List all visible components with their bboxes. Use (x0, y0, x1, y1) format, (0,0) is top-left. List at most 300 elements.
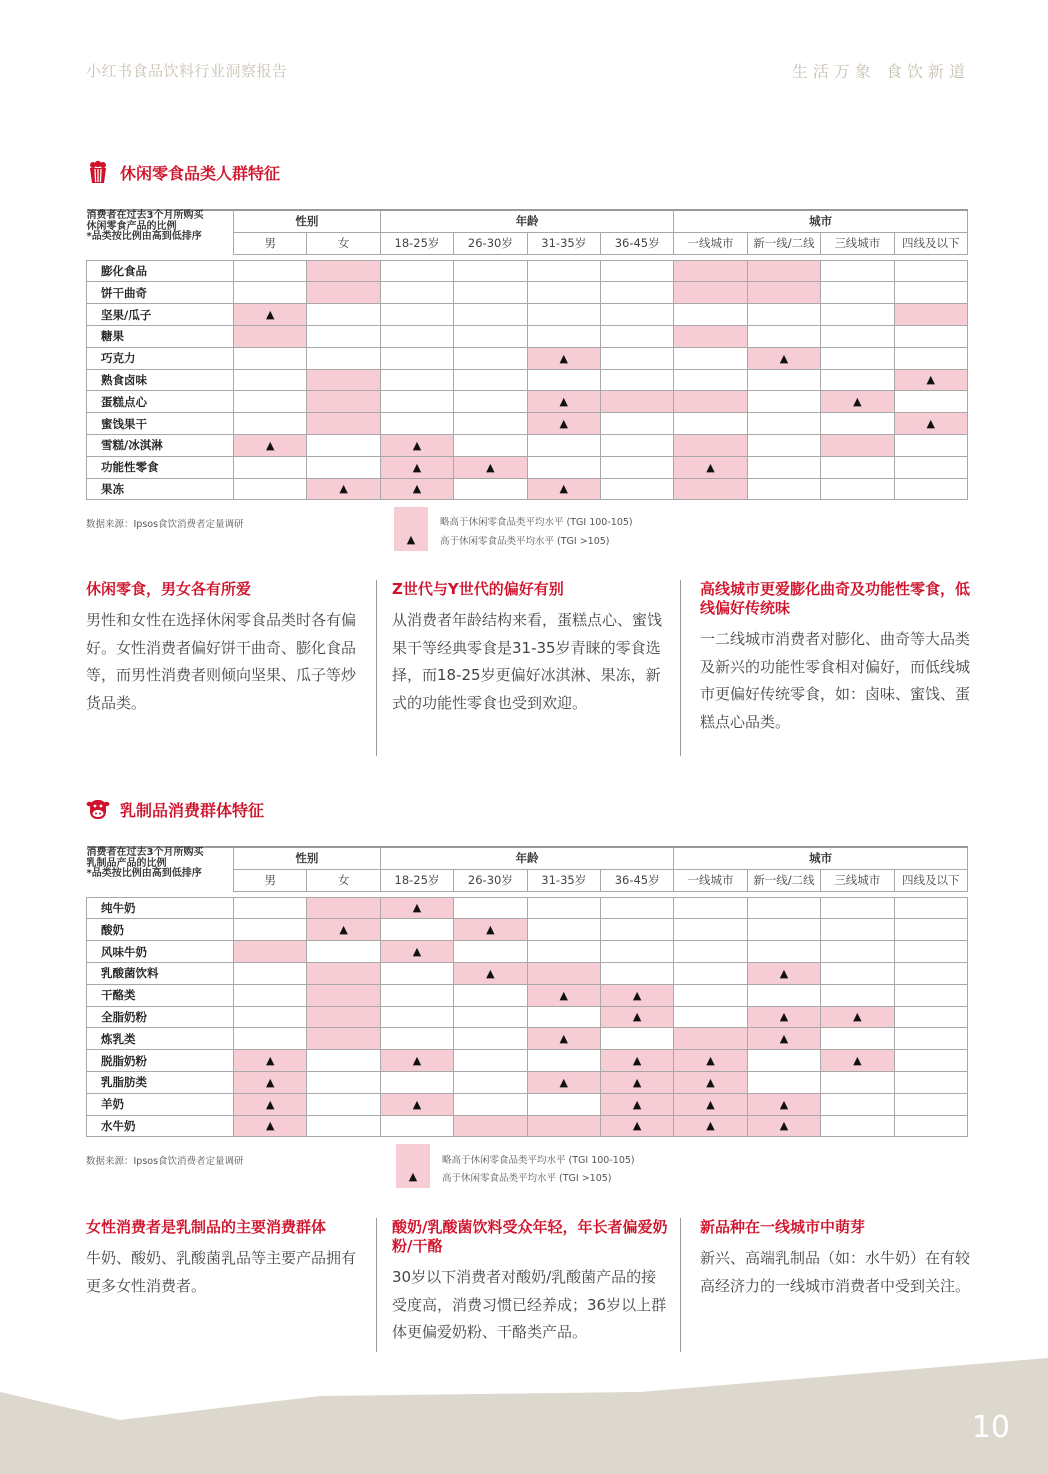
legend-pink-label: 略高于休闲零食品类平均水平 (TGI 100-105) (440, 517, 633, 528)
cell (527, 260, 600, 282)
legend-pink-swatch (396, 1144, 430, 1166)
column-header: 18-25岁 (380, 232, 453, 254)
cell-above: ▲ (307, 919, 380, 941)
table-row (87, 282, 968, 304)
cell (527, 325, 600, 347)
cell (894, 260, 967, 282)
cell (527, 1050, 600, 1072)
cell (674, 369, 747, 391)
cell (747, 434, 820, 456)
cell (894, 984, 967, 1006)
cell-slightly-above (821, 434, 894, 456)
cell-above: ▲ (380, 434, 453, 456)
cell-above: ▲ (234, 304, 307, 326)
col-body: 30岁以下消费者对酸奶/乳酸菌产品的接受度高，消费习惯已经养成；36岁以上群体更偏爱奶粉、干酪类产品。 (392, 1268, 667, 1341)
cell (234, 1006, 307, 1028)
cell (454, 304, 527, 326)
cell (894, 1093, 967, 1115)
cell (600, 304, 673, 326)
cell (527, 1093, 600, 1115)
column-header: 26-30岁 (454, 232, 527, 254)
column-header: 36-45岁 (600, 232, 673, 254)
row-label: 雪糕/冰淇淋 (87, 434, 234, 456)
cell-above: ▲ (600, 1071, 673, 1093)
cell-above: ▲ (234, 1115, 307, 1137)
cell-slightly-above (674, 260, 747, 282)
cell (527, 434, 600, 456)
column-header: 女 (307, 869, 380, 891)
cell (454, 282, 527, 304)
cell (747, 941, 820, 963)
column-header: 一线城市 (674, 869, 747, 891)
section2-title: 乳制品消费群体特征 (120, 800, 265, 820)
table-row (87, 325, 968, 347)
cell (600, 962, 673, 984)
cell (380, 391, 453, 413)
cell (454, 1050, 527, 1072)
cell (821, 919, 894, 941)
row-label: 纯牛奶 (87, 897, 234, 919)
cell-above: ▲ (674, 1071, 747, 1093)
cow-icon (86, 797, 110, 821)
cell (380, 347, 453, 369)
cell-above: ▲ (674, 456, 747, 478)
group-header-city: 城市 (674, 210, 968, 232)
cell (674, 347, 747, 369)
table-row (87, 434, 968, 456)
cell-slightly-above (747, 282, 820, 304)
cell-slightly-above (674, 1028, 747, 1050)
legend-pink-swatch (394, 507, 428, 529)
row-label: 水牛奶 (87, 1115, 234, 1137)
cell-above: ▲ (527, 1071, 600, 1093)
cell (821, 897, 894, 919)
cell (747, 897, 820, 919)
row-label: 熟食卤味 (87, 369, 234, 391)
cell (821, 984, 894, 1006)
table-row (87, 413, 968, 435)
cell (454, 941, 527, 963)
cell (380, 1071, 453, 1093)
column-header: 36-45岁 (600, 869, 673, 891)
column-header: 四线及以下 (894, 869, 967, 891)
cell-above: ▲ (894, 369, 967, 391)
cell (894, 941, 967, 963)
cell-above: ▲ (380, 1093, 453, 1115)
corner-line: 消费者在过去3个月所购买 (86, 210, 204, 221)
column-header: 26-30岁 (454, 869, 527, 891)
table-row (87, 1093, 968, 1115)
group-header-gender: 性别 (234, 847, 381, 869)
cell (600, 413, 673, 435)
cell (454, 1006, 527, 1028)
row-label: 风味牛奶 (87, 941, 234, 963)
table-row (87, 1115, 968, 1137)
table-row (87, 962, 968, 984)
cell (600, 282, 673, 304)
cell (234, 1028, 307, 1050)
column-header: 三线城市 (821, 869, 894, 891)
cell-above: ▲ (821, 391, 894, 413)
cell-slightly-above (674, 282, 747, 304)
cell-above: ▲ (600, 1050, 673, 1072)
col-title: Z世代与Y世代的偏好有别 (392, 580, 564, 598)
cell (234, 391, 307, 413)
cell (747, 369, 820, 391)
cell (894, 919, 967, 941)
cell (380, 1028, 453, 1050)
cell (747, 456, 820, 478)
cell (821, 1028, 894, 1050)
cell (600, 897, 673, 919)
cell (527, 919, 600, 941)
cell-slightly-above (747, 260, 820, 282)
divider (680, 1218, 681, 1352)
corner-line: 乳制品产品的比例 (86, 857, 167, 869)
cell (307, 941, 380, 963)
cell (821, 347, 894, 369)
cell-above: ▲ (527, 984, 600, 1006)
table-row (87, 1028, 968, 1050)
cell (454, 1028, 527, 1050)
cell (674, 304, 747, 326)
cell (454, 434, 527, 456)
cell (380, 282, 453, 304)
cell (674, 941, 747, 963)
cell (234, 369, 307, 391)
cell (894, 282, 967, 304)
cell (821, 282, 894, 304)
cell (234, 962, 307, 984)
cell (380, 260, 453, 282)
cell (674, 962, 747, 984)
cell (821, 941, 894, 963)
cell (234, 984, 307, 1006)
cell (454, 897, 527, 919)
cell-above: ▲ (234, 1071, 307, 1093)
cell (234, 897, 307, 919)
cell-slightly-above (307, 1028, 380, 1050)
divider (376, 580, 377, 756)
cell (747, 1050, 820, 1072)
section2-col-city (700, 1218, 972, 1300)
report-slogan: 生活万象 食饮新道 (791, 62, 970, 81)
table-row (87, 919, 968, 941)
cell (821, 325, 894, 347)
group-header-age: 年龄 (380, 847, 674, 869)
cell-above: ▲ (747, 347, 820, 369)
section1-source: 数据来源：Ipsos食饮消费者定量调研 (86, 519, 244, 530)
cell-above: ▲ (527, 478, 600, 500)
cell (894, 1006, 967, 1028)
cell (380, 304, 453, 326)
cell-above: ▲ (380, 1050, 453, 1072)
cell (600, 1028, 673, 1050)
cell-slightly-above (307, 369, 380, 391)
cell-slightly-above (674, 391, 747, 413)
cell (527, 282, 600, 304)
section2-col-gender (86, 1218, 368, 1300)
cell (307, 434, 380, 456)
col-body: 新兴、高端乳制品（如：水牛奶）在有较高经济力的一线城市消费者中受到关注。 (700, 1249, 971, 1295)
cell-slightly-above (307, 897, 380, 919)
cell-above: ▲ (894, 413, 967, 435)
cell (600, 369, 673, 391)
cell-slightly-above (307, 1006, 380, 1028)
cell-slightly-above (234, 941, 307, 963)
col-body: 一二线城市消费者对膨化、曲奇等大品类及新兴的功能性零食相对偏好，而低线城市更偏好传统零食，如：卤味、蜜饯、蛋糕点心品类。 (700, 630, 971, 731)
col-title: 女性消费者是乳制品的主要消费群体 (86, 1218, 327, 1236)
row-label: 饼干曲奇 (87, 282, 234, 304)
cell-slightly-above (674, 478, 747, 500)
cell-above: ▲ (747, 1006, 820, 1028)
cell-above: ▲ (527, 413, 600, 435)
cell (821, 962, 894, 984)
col-body: 牛奶、酸奶、乳酸菌乳品等主要产品拥有更多女性消费者。 (86, 1249, 357, 1295)
snack-table (86, 209, 968, 500)
cell (747, 984, 820, 1006)
row-label: 干酪类 (87, 984, 234, 1006)
cell (600, 260, 673, 282)
cell-above: ▲ (527, 1028, 600, 1050)
legend-triangle-label: 高于休闲零食品类平均水平 (TGI >105) (440, 536, 610, 547)
section1-col-city (700, 580, 972, 736)
cell (600, 478, 673, 500)
cell (380, 919, 453, 941)
cell-slightly-above (527, 962, 600, 984)
cell (380, 962, 453, 984)
footer-band (0, 1358, 1048, 1474)
row-label: 炼乳类 (87, 1028, 234, 1050)
cell (747, 304, 820, 326)
cell (454, 391, 527, 413)
cell-above: ▲ (454, 962, 527, 984)
table-row (87, 456, 968, 478)
col-title: 休闲零食，男女各有所爱 (86, 580, 252, 598)
cell-slightly-above (894, 304, 967, 326)
cell (600, 919, 673, 941)
cell-slightly-above (454, 1115, 527, 1137)
col-body: 男性和女性在选择休闲零食品类时各有偏好。女性消费者偏好饼干曲奇、膨化食品等，而男性消费者则倾向坚果、瓜子等炒货品类。 (86, 611, 357, 712)
col-title: 高线城市更爱膨化曲奇及功能性零食，低线偏好传统味 (700, 580, 971, 617)
cell (747, 478, 820, 500)
table-row (87, 1071, 968, 1093)
section2-col-age (392, 1218, 668, 1347)
row-label: 酸奶 (87, 919, 234, 941)
cell (600, 434, 673, 456)
report-title: 小红书食品饮料行业洞察报告 (86, 62, 288, 80)
cell (747, 919, 820, 941)
cell-above: ▲ (747, 962, 820, 984)
cell-slightly-above (307, 260, 380, 282)
cell (600, 456, 673, 478)
cell (674, 1006, 747, 1028)
divider (680, 580, 681, 756)
cell (821, 413, 894, 435)
cell (380, 1115, 453, 1137)
cell (821, 456, 894, 478)
cell-above: ▲ (454, 919, 527, 941)
cell (894, 325, 967, 347)
cell-above: ▲ (380, 941, 453, 963)
cell (454, 347, 527, 369)
cell (527, 897, 600, 919)
cell (234, 456, 307, 478)
column-header: 三线城市 (821, 232, 894, 254)
table-row (87, 984, 968, 1006)
row-label: 脱脂奶粉 (87, 1050, 234, 1072)
corner-line: 消费者在过去3个月所购买 (86, 847, 204, 858)
cell-above: ▲ (600, 1006, 673, 1028)
cell (821, 304, 894, 326)
cell (747, 325, 820, 347)
cell (894, 434, 967, 456)
cell (674, 897, 747, 919)
cell-above: ▲ (234, 1093, 307, 1115)
column-header: 男 (234, 232, 307, 254)
cell (894, 897, 967, 919)
table-corner-note (87, 847, 234, 891)
cell (894, 1028, 967, 1050)
cell-above: ▲ (527, 391, 600, 413)
group-header-gender: 性别 (234, 210, 381, 232)
cell (454, 325, 527, 347)
cell-slightly-above (674, 325, 747, 347)
cell (454, 1093, 527, 1115)
row-label: 乳脂肪类 (87, 1071, 234, 1093)
cell (454, 413, 527, 435)
cell-above: ▲ (454, 456, 527, 478)
column-header: 18-25岁 (380, 869, 453, 891)
cell (234, 413, 307, 435)
cell-above: ▲ (674, 1093, 747, 1115)
cell (454, 984, 527, 1006)
cell-above: ▲ (380, 897, 453, 919)
col-title: 新品种在一线城市中萌芽 (700, 1218, 866, 1236)
cell (527, 369, 600, 391)
cell (527, 304, 600, 326)
cell (747, 413, 820, 435)
legend-triangle-label: 高于休闲零食品类平均水平 (TGI >105) (442, 1173, 612, 1184)
cell-above: ▲ (747, 1028, 820, 1050)
cell (234, 478, 307, 500)
cell (894, 391, 967, 413)
cell-above: ▲ (600, 1093, 673, 1115)
section1-heading (86, 160, 280, 184)
cell-slightly-above (307, 391, 380, 413)
group-header-city: 城市 (674, 847, 968, 869)
page-number: 10 (971, 1410, 1010, 1445)
cell (674, 413, 747, 435)
cell (380, 1006, 453, 1028)
cell-slightly-above (674, 434, 747, 456)
column-header: 31-35岁 (527, 232, 600, 254)
row-label: 果冻 (87, 478, 234, 500)
cell (674, 919, 747, 941)
cell (527, 1006, 600, 1028)
cell (234, 347, 307, 369)
cell (600, 347, 673, 369)
row-label: 全脂奶粉 (87, 1006, 234, 1028)
cell-above: ▲ (600, 1115, 673, 1137)
cell (821, 260, 894, 282)
cell (894, 962, 967, 984)
column-header: 31-35岁 (527, 869, 600, 891)
cell-slightly-above (307, 984, 380, 1006)
section1-col-age (392, 580, 668, 717)
cell (821, 1115, 894, 1137)
row-label: 坚果/瓜子 (87, 304, 234, 326)
column-header: 新一线/二线 (747, 869, 820, 891)
cell (821, 1093, 894, 1115)
cell-above: ▲ (747, 1115, 820, 1137)
cell (894, 1050, 967, 1072)
cell (380, 325, 453, 347)
cell (234, 282, 307, 304)
cell-slightly-above (234, 325, 307, 347)
cell (454, 478, 527, 500)
cell (674, 984, 747, 1006)
table-row (87, 478, 968, 500)
cell-above: ▲ (527, 347, 600, 369)
cell (894, 347, 967, 369)
section1-col-gender (86, 580, 368, 717)
cell (894, 1115, 967, 1137)
cell (307, 325, 380, 347)
cell (307, 304, 380, 326)
cell-above: ▲ (234, 434, 307, 456)
cell (821, 478, 894, 500)
cell-above: ▲ (600, 984, 673, 1006)
row-label: 蛋糕点心 (87, 391, 234, 413)
column-header: 新一线/二线 (747, 232, 820, 254)
cell (894, 478, 967, 500)
row-label: 羊奶 (87, 1093, 234, 1115)
corner-line: *品类按比例由高到低排序 (86, 868, 202, 879)
cell-above: ▲ (380, 456, 453, 478)
table-row (87, 260, 968, 282)
cell-slightly-above (527, 1115, 600, 1137)
cell-slightly-above (307, 282, 380, 304)
cell-above: ▲ (307, 478, 380, 500)
cell (821, 369, 894, 391)
row-label: 膨化食品 (87, 260, 234, 282)
cell (307, 347, 380, 369)
divider (376, 1218, 377, 1352)
cell-above: ▲ (674, 1050, 747, 1072)
table-row (87, 304, 968, 326)
col-title: 酸奶/乳酸菌饮料受众年轻，年长者偏爱奶粉/干酪 (392, 1218, 668, 1255)
row-label: 巧克力 (87, 347, 234, 369)
dairy-table (86, 846, 968, 1137)
corner-line: *品类按比例由高到低排序 (86, 231, 202, 242)
cell-above: ▲ (821, 1006, 894, 1028)
cell (307, 1071, 380, 1093)
cell-above: ▲ (821, 1050, 894, 1072)
cell (527, 456, 600, 478)
table-row (87, 1006, 968, 1028)
cell (600, 325, 673, 347)
table-row (87, 941, 968, 963)
column-header: 一线城市 (674, 232, 747, 254)
cell (454, 1071, 527, 1093)
table-row (87, 1050, 968, 1072)
section1-title: 休闲零食品类人群特征 (120, 163, 281, 183)
cell (600, 941, 673, 963)
row-label: 功能性零食 (87, 456, 234, 478)
cell-above: ▲ (380, 478, 453, 500)
table-row (87, 897, 968, 919)
